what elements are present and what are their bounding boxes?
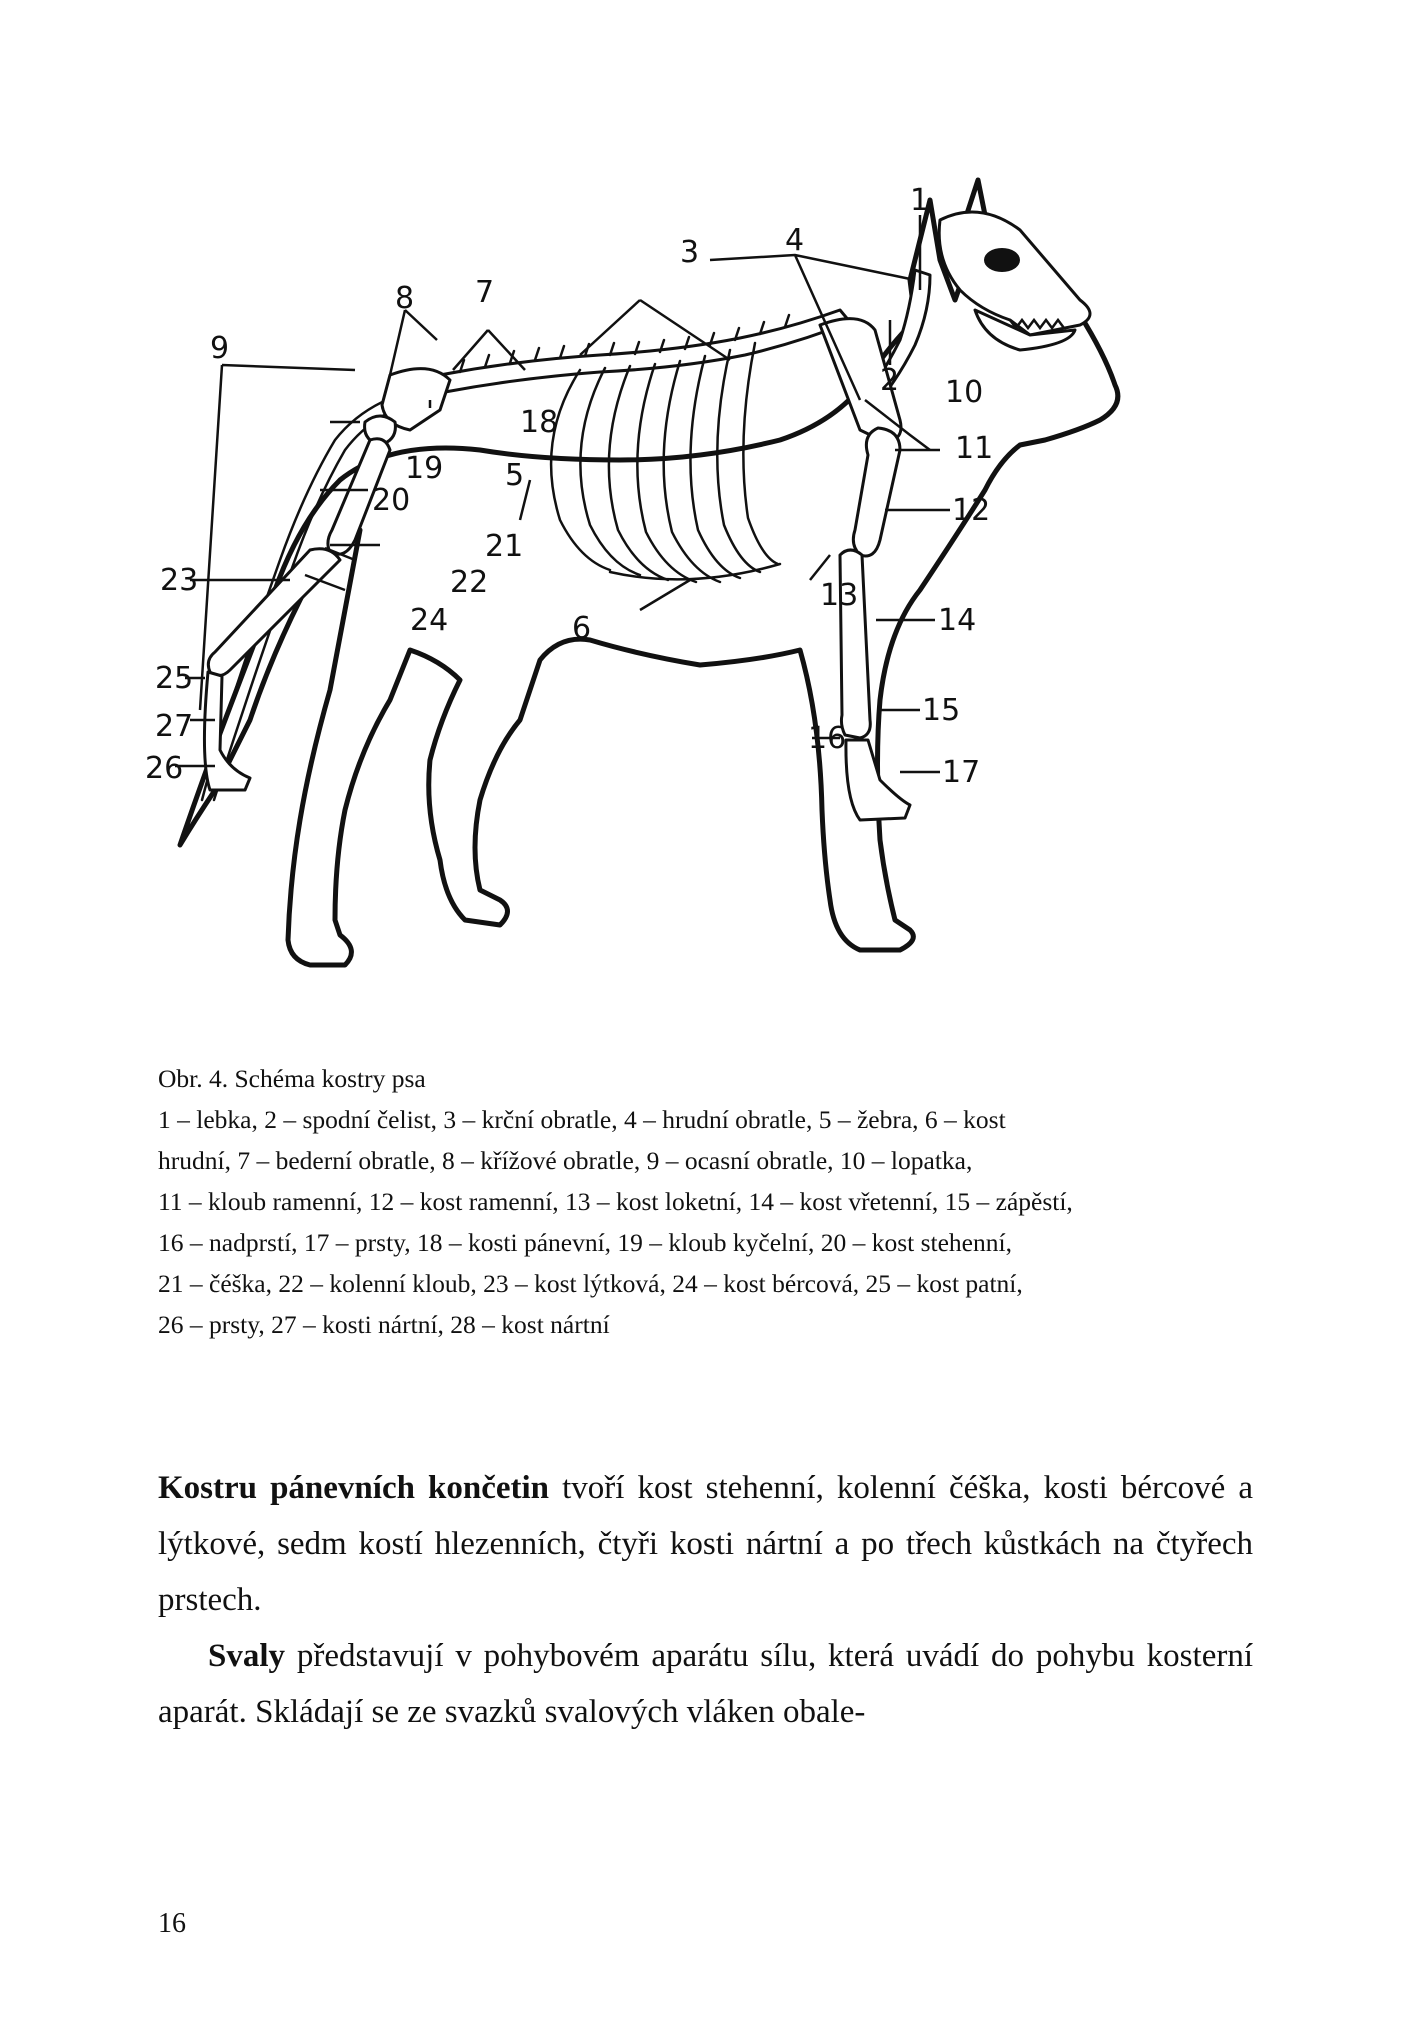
caption-line: 26 – prsty, 27 – kosti nártní, 28 – kost nártní: [158, 1310, 610, 1339]
figure-caption: [158, 1058, 1268, 1345]
label-14: 14: [938, 603, 977, 638]
spine: [440, 310, 850, 392]
label-5: 5: [505, 458, 525, 493]
label-24: 24: [410, 603, 449, 638]
page-number: 16: [158, 1908, 186, 1939]
label-3: 3: [680, 235, 700, 270]
caption-line: hrudní, 7 – bederní obratle, 8 – křížové obratle, 9 – ocasní obratle, 10 – lopatka,: [158, 1146, 973, 1175]
humerus: [853, 428, 900, 556]
label-27: 27: [155, 709, 194, 744]
label-19: 19: [405, 451, 444, 486]
skull-bone: [939, 212, 1090, 335]
caption-line: 16 – nadprstí, 17 – prsty, 18 – kosti pánevní, 19 – kloub kyčelní, 20 – kost stehenní,: [158, 1228, 1012, 1257]
label-10: 10: [945, 375, 984, 410]
eye-socket: [984, 248, 1020, 272]
label-1: 1: [910, 183, 930, 218]
label-6: 6: [572, 611, 592, 646]
label-22: 22: [450, 565, 489, 600]
label-7: 7: [475, 275, 495, 310]
label-13: 13: [820, 578, 859, 613]
label-17: 17: [942, 755, 981, 790]
paragraph-2-text: představují v pohybovém aparátu sílu, která uvádí do pohybu kosterní aparát. Skládají se ze svazků svalových vláken obale-: [158, 1638, 1253, 1730]
label-16: 16: [808, 721, 847, 756]
tail-vertebrae: [202, 385, 440, 800]
paragraph-2: [158, 1628, 1253, 1740]
label-15: 15: [922, 693, 961, 728]
paragraph-1-text: tvoří kost stehenní, kolenní čéška, kosti bércové a lýtkové, sedm kostí hlezenních, čtyři kosti nártní a po třech kůstkách na čtyřech prstech.: [158, 1470, 1253, 1618]
leader-lines: [175, 215, 950, 772]
dog-skeleton-figure: [140, 160, 1280, 1040]
label-21: 21: [485, 529, 524, 564]
label-2: 2: [880, 363, 900, 398]
label-4: 4: [785, 223, 805, 258]
label-18: 18: [520, 405, 559, 440]
caption-line: 11 – kloub ramenní, 12 – kost ramenní, 13 – kost loketní, 14 – kost vřetenní, 15 – zápěstí,: [158, 1187, 1073, 1216]
paragraph-1: [158, 1460, 1253, 1628]
label-23: 23: [160, 563, 199, 598]
dog-skeleton-diagram: [140, 160, 1280, 1040]
ribs: [551, 343, 778, 582]
label-9: 9: [210, 331, 230, 366]
label-11: 11: [955, 431, 994, 466]
caption-line: 21 – čéška, 22 – kolenní kloub, 23 – kost lýtková, 24 – kost bércová, 25 – kost patní,: [158, 1269, 1023, 1298]
term-pelvic-limbs: Kostru pánevních končetin: [158, 1470, 550, 1506]
label-26: 26: [145, 751, 184, 786]
label-12: 12: [952, 493, 991, 528]
body-text: [158, 1460, 1253, 1740]
label-8: 8: [395, 281, 415, 316]
caption-line: 1 – lebka, 2 – spodní čelist, 3 – krční obratle, 4 – hrudní obratle, 5 – žebra, 6 – kost: [158, 1105, 1006, 1134]
caption-title: Obr. 4. Schéma kostry psa: [158, 1064, 426, 1093]
label-20: 20: [372, 483, 411, 518]
term-muscles: Svaly: [208, 1638, 286, 1674]
label-25: 25: [155, 661, 194, 696]
